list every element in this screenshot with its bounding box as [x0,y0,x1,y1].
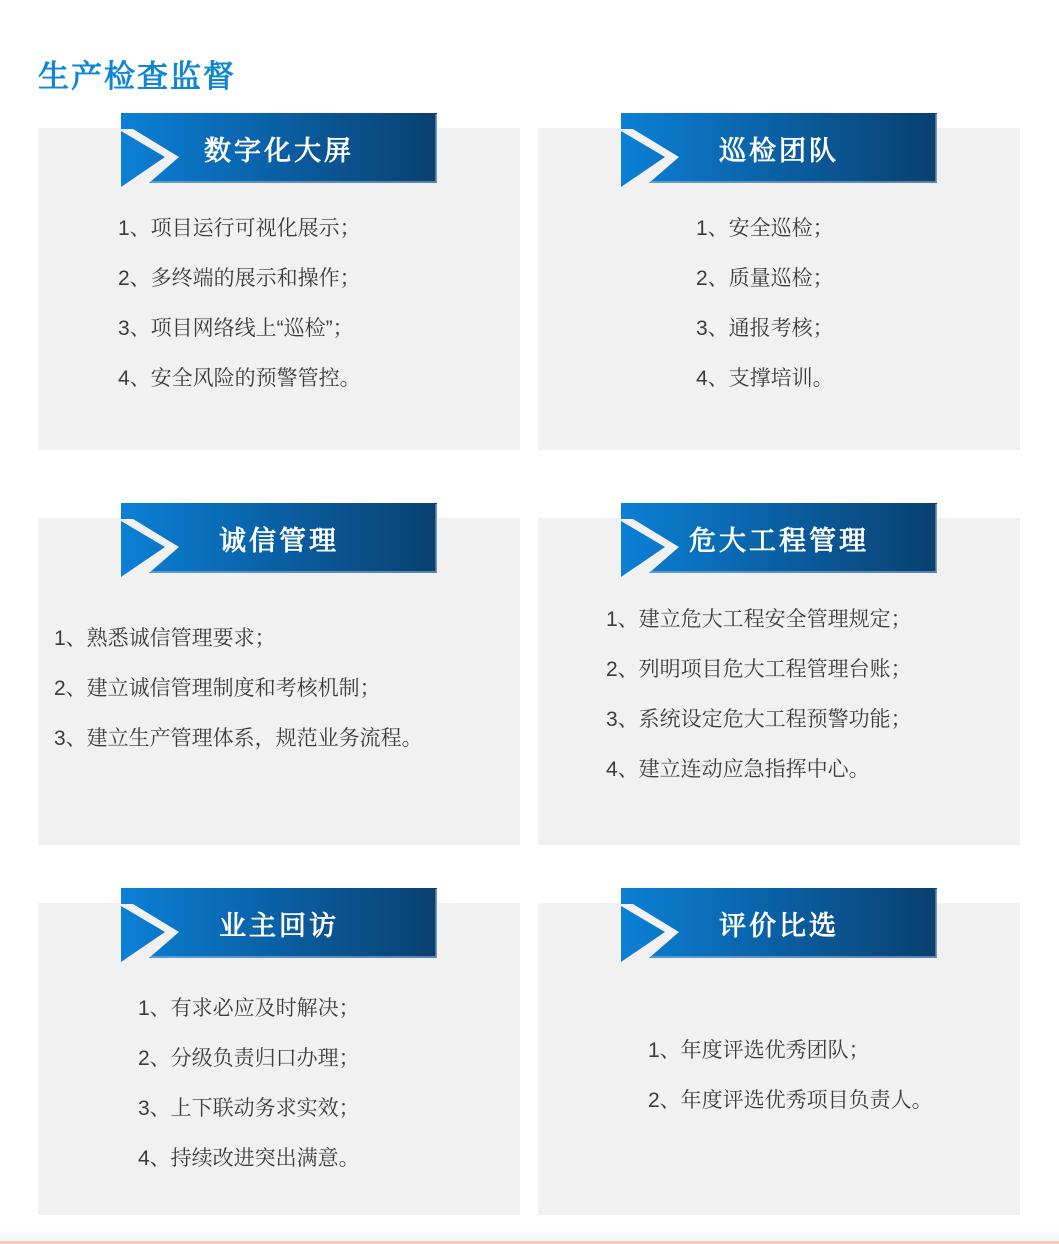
list-item: 1、建立危大工程安全管理规定； [606,608,912,631]
section-panel-evaluation-selection [538,903,1020,1215]
list-item: 1、安全巡检； [696,217,834,240]
section-item-list [648,1026,1020,1126]
section-panel-owner-follow-up [38,903,520,1215]
page-title: 生产检查监督 [38,58,236,94]
section-item-list [696,204,1020,404]
section-item-list [118,204,520,404]
section-banner-title: 危大工程管理 [689,525,869,556]
section-banner [621,113,937,197]
section-banner [621,888,937,972]
list-item: 1、项目运行可视化展示； [118,217,361,240]
list-item: 3、项目网络线上“巡检”； [118,317,354,340]
list-item: 2、建立诚信管理制度和考核机制； [54,677,381,700]
list-item: 1、熟悉诚信管理要求； [54,627,276,650]
section-banner [621,503,937,587]
list-item: 2、列明项目危大工程管理台账； [606,658,912,681]
list-item: 2、年度评选优秀项目负责人。 [648,1089,933,1112]
list-item: 3、上下联动务求实效； [138,1097,360,1120]
section-panel-digital-screen [38,128,520,450]
section-banner [121,888,437,972]
section-panel-hazardous-project-management [538,518,1020,845]
section-banner [121,503,437,587]
list-item: 1、年度评选优秀团队； [648,1039,870,1062]
list-item: 4、持续改进突出满意。 [138,1147,360,1170]
section-banner-title: 评价比选 [719,910,839,941]
section-banner-title: 巡检团队 [719,135,839,166]
list-item: 4、安全风险的预警管控。 [118,367,361,390]
section-panel-inspection-team [538,128,1020,450]
list-item: 3、系统设定危大工程预警功能； [606,708,912,731]
section-item-list [606,595,1020,795]
section-item-list [138,984,520,1184]
list-item: 3、通报考核； [696,317,834,340]
section-panel-integrity-management [38,518,520,845]
section-banner-title: 数字化大屏 [204,135,354,166]
section-banner-title: 业主回访 [219,910,339,941]
section-item-list [54,614,520,764]
page-footer-strip [0,1229,1059,1244]
list-item: 3、建立生产管理体系，规范业务流程。 [54,727,423,750]
list-item: 2、多终端的展示和操作； [118,267,361,290]
list-item: 2、分级负责归口办理； [138,1047,360,1070]
section-banner-title: 诚信管理 [219,525,339,556]
list-item: 1、有求必应及时解决； [138,997,360,1020]
list-item: 2、质量巡检； [696,267,834,290]
section-banner [121,113,437,197]
list-item: 4、建立连动应急指挥中心。 [606,758,870,781]
list-item: 4、支撑培训。 [696,367,834,390]
